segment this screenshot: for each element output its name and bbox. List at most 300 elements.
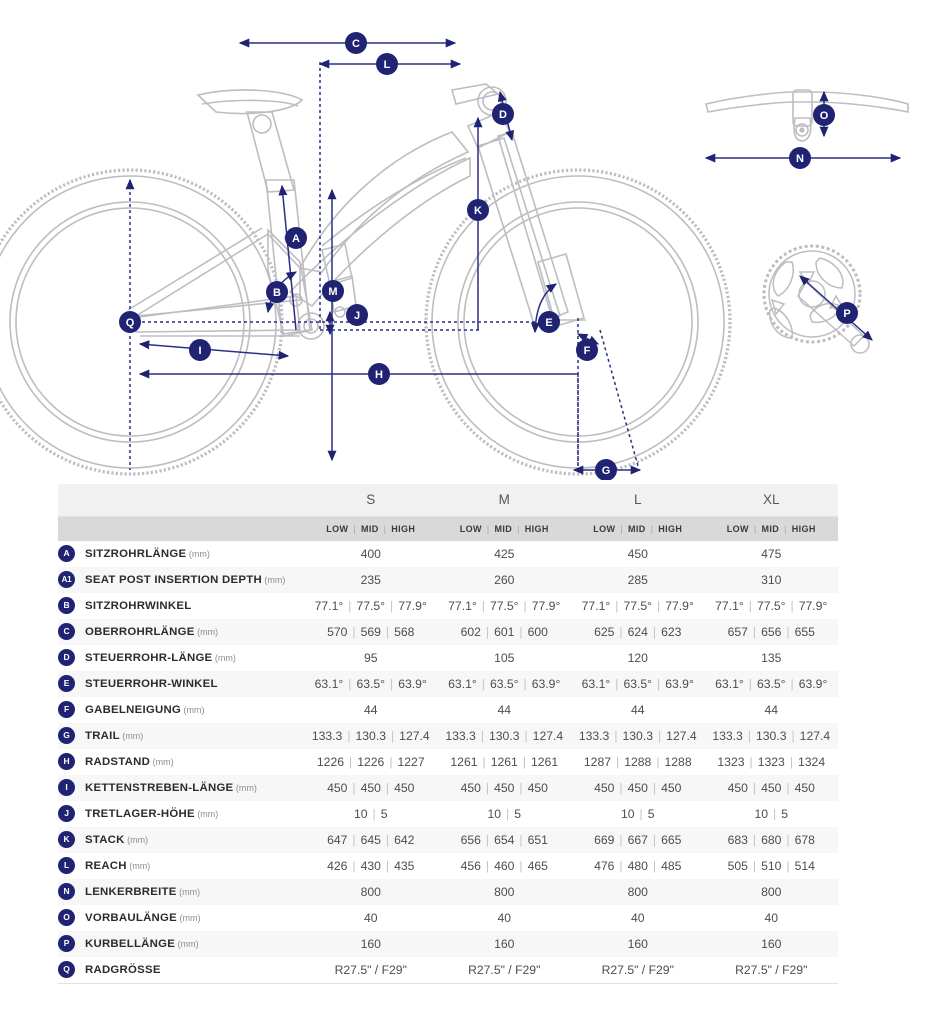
value-separator: | [348, 599, 352, 613]
callout-badge-l: L [58, 857, 75, 874]
value-cell-l [571, 619, 705, 645]
value: 63.9° [665, 677, 694, 691]
table-row [58, 775, 838, 801]
value-cell-s [304, 827, 438, 853]
value: 800 [360, 885, 381, 899]
callout-badge-g: G [58, 727, 75, 744]
value-cell-m [438, 723, 572, 749]
row-label-cell [58, 957, 304, 983]
value: 77.5° [756, 599, 786, 613]
svg-text:E: E [545, 317, 553, 329]
value-cell-l [571, 723, 705, 749]
value: 133.3 [578, 729, 610, 743]
value-separator: | [656, 755, 660, 769]
subheader-s [304, 516, 438, 541]
table-row [58, 671, 838, 697]
callout-O [813, 104, 835, 126]
value: 95 [363, 651, 378, 665]
value-separator: | [485, 859, 490, 873]
row-label-cell [58, 619, 304, 645]
value-cell-s [304, 645, 438, 671]
value: 310 [761, 573, 782, 587]
value-separator: | [349, 755, 353, 769]
callout-P [836, 302, 858, 324]
value: 105 [494, 651, 515, 665]
value: 430 [360, 859, 381, 873]
subheader-separator: | [486, 523, 490, 534]
value: 127.4 [799, 729, 831, 743]
value: 63.5° [489, 677, 519, 691]
value: R27.5" / F29" [468, 962, 541, 977]
value-separator: | [652, 625, 657, 639]
value: 1324 [797, 755, 826, 769]
value: 135 [761, 651, 782, 665]
value-separator: | [657, 599, 661, 613]
value: 44 [630, 703, 645, 717]
subheader-low: LOW [593, 523, 616, 534]
callout-D [492, 103, 514, 125]
value: 5 [781, 807, 788, 821]
value: 77.5° [623, 599, 653, 613]
value-cell-l [571, 931, 705, 957]
value-cell-s [304, 619, 438, 645]
value-separator: | [789, 755, 793, 769]
value: 476 [594, 859, 615, 873]
value: 800 [494, 885, 515, 899]
value-cell-xl [705, 879, 839, 905]
row-label-text: KETTENSTREBEN-LÄNGE (mm) [85, 781, 257, 794]
value-cell-l [571, 905, 705, 931]
value-separator: | [652, 859, 657, 873]
value-cell-s [304, 957, 438, 983]
value: 77.5° [489, 599, 519, 613]
value-cell-s [304, 931, 438, 957]
value-cell-m [438, 957, 572, 983]
value: 77.9° [798, 599, 828, 613]
value-separator: | [385, 859, 390, 873]
value: 160 [360, 937, 381, 951]
dim-line-A [282, 186, 296, 330]
value-cell-m [438, 827, 572, 853]
row-label-unit: (mm) [212, 652, 236, 663]
row-label-text: RADGRÖSSE [85, 963, 161, 976]
value-separator: | [657, 677, 661, 691]
size-header-s: S [304, 484, 438, 516]
value-cell-s [304, 749, 438, 775]
value: 514 [794, 859, 815, 873]
svg-text:O: O [819, 110, 829, 122]
value-separator: | [619, 833, 623, 847]
value-cell-xl [705, 619, 839, 645]
row-label-text: VORBAULÄNGE (mm) [85, 911, 201, 924]
row-label-unit: (mm) [150, 756, 174, 767]
value: 450 [594, 781, 615, 795]
value-separator: | [752, 625, 757, 639]
value-cell-l [571, 567, 705, 593]
table-row [58, 567, 838, 593]
svg-text:K: K [474, 205, 482, 217]
value-cell-m [438, 775, 572, 801]
subheader-low: LOW [726, 523, 749, 534]
crankset-view [764, 246, 869, 353]
svg-text:N: N [796, 153, 804, 165]
value-separator: | [619, 781, 623, 795]
callout-badge-f: F [58, 701, 75, 718]
top-tube-frame [290, 158, 470, 306]
table-row [58, 931, 838, 957]
row-label-cell [58, 567, 304, 593]
value: 77.9° [398, 599, 427, 613]
callout-badge-d: D [58, 649, 75, 666]
value-cell-xl [705, 671, 839, 697]
row-label-cell [58, 671, 304, 697]
value: 645 [360, 833, 381, 847]
value: 665 [661, 833, 682, 847]
value: 450 [761, 781, 782, 795]
value-cell-l [571, 697, 705, 723]
callout-F [576, 339, 598, 361]
geometry-table [58, 484, 838, 984]
callout-badge-q: Q [58, 961, 75, 978]
value-cell-s [304, 671, 438, 697]
value: 63.1° [581, 677, 611, 691]
value-cell-xl [705, 827, 839, 853]
table-row [58, 645, 838, 671]
callout-G [595, 459, 617, 480]
callout-J [346, 304, 368, 326]
seat-clamp [253, 115, 271, 133]
value: 63.9° [531, 677, 561, 691]
value: 669 [594, 833, 615, 847]
subheader-xl [705, 516, 839, 541]
value: 63.5° [623, 677, 653, 691]
callout-Q [119, 311, 141, 333]
value: 133.3 [445, 729, 476, 743]
value: 10 [754, 807, 769, 821]
value: 1288 [664, 755, 692, 769]
row-label-unit: (mm) [124, 834, 149, 845]
subheader-mid: MID [628, 523, 646, 534]
stem-clamp [793, 90, 812, 126]
value-cell-xl [705, 957, 839, 983]
row-label-cell [58, 541, 304, 567]
bike-geometry-diagram [0, 0, 936, 480]
value-cell-l [571, 827, 705, 853]
value: 44 [363, 703, 378, 717]
value: 77.1° [448, 599, 477, 613]
row-label-unit: (mm) [126, 860, 151, 871]
value-separator: | [485, 781, 490, 795]
value: 647 [327, 833, 348, 847]
value-separator: | [385, 625, 390, 639]
size-header-xl: XL [705, 484, 839, 516]
value: 77.1° [314, 599, 344, 613]
value: 10 [353, 807, 368, 821]
subheader-high: HIGH [391, 523, 416, 534]
value: 1288 [624, 755, 652, 769]
value-cell-l [571, 645, 705, 671]
table-row [58, 905, 838, 931]
row-label-cell [58, 931, 304, 957]
value: 656 [460, 833, 481, 847]
subheader-separator: | [517, 523, 520, 534]
table-row [58, 749, 838, 775]
subheader-low: LOW [326, 523, 349, 534]
svg-text:L: L [383, 59, 391, 71]
svg-text:H: H [375, 369, 383, 381]
seat-tube [266, 180, 310, 334]
value-cell-l [571, 879, 705, 905]
value-cell-s [304, 775, 438, 801]
svg-text:D: D [499, 109, 507, 121]
value-cell-m [438, 801, 572, 827]
value-separator: | [786, 781, 790, 795]
subheader-l [571, 516, 705, 541]
value-cell-s [304, 541, 438, 567]
value: 800 [761, 885, 782, 899]
value-cell-s [304, 697, 438, 723]
value-cell-xl [705, 645, 839, 671]
value-separator: | [390, 677, 394, 691]
value: 450 [727, 781, 748, 795]
callout-A [285, 227, 307, 249]
value-separator: | [790, 677, 794, 691]
chainring-teeth [764, 246, 860, 342]
row-label-text: RADSTAND (mm) [85, 755, 174, 768]
subheader-separator: | [620, 523, 624, 534]
value: 657 [727, 625, 748, 639]
size-header-l: L [571, 484, 705, 516]
value: 1226 [316, 755, 345, 769]
value: 5 [380, 807, 388, 821]
value: 63.5° [756, 677, 786, 691]
svg-text:F: F [583, 345, 591, 357]
value-separator: | [352, 625, 356, 639]
value-separator: | [619, 625, 623, 639]
value-separator: | [519, 625, 523, 639]
value-separator: | [519, 781, 523, 795]
value: 450 [327, 781, 348, 795]
value-separator: | [652, 833, 657, 847]
value-separator: | [385, 833, 390, 847]
value-separator: | [748, 677, 752, 691]
value-cell-xl [705, 567, 839, 593]
row-label-unit: (mm) [233, 782, 257, 793]
value: 133.3 [712, 729, 743, 743]
subheader-m [438, 516, 572, 541]
row-label-cell [58, 879, 304, 905]
callout-H [368, 363, 390, 385]
svg-text:B: B [273, 287, 281, 299]
subheader-mid: MID [494, 523, 513, 534]
value-separator: | [482, 755, 486, 769]
value: 450 [527, 781, 548, 795]
value-cell-l [571, 593, 705, 619]
value-separator: | [519, 833, 523, 847]
value: 127.4 [666, 729, 697, 743]
value: 450 [460, 781, 481, 795]
value: 77.5° [356, 599, 386, 613]
callout-badge-o: O [58, 909, 75, 926]
value-separator: | [619, 859, 623, 873]
value-separator: | [786, 859, 790, 873]
value-separator: | [480, 729, 484, 743]
row-label-cell [58, 775, 304, 801]
row-label-text: TRETLAGER-HÖHE (mm) [85, 807, 219, 820]
value: 505 [727, 859, 748, 873]
value: 450 [627, 781, 648, 795]
row-label-text: REACH (mm) [85, 859, 151, 872]
row-label-unit: (mm) [175, 938, 199, 949]
value-separator: | [786, 833, 790, 847]
value: 63.9° [798, 677, 828, 691]
value-cell-m [438, 541, 572, 567]
value: 450 [394, 781, 415, 795]
value-separator: | [791, 729, 795, 743]
row-label-text: STEUERROHR-WINKEL [85, 677, 218, 690]
callout-badge-n: N [58, 883, 75, 900]
value: 285 [627, 573, 648, 587]
callout-K [467, 199, 489, 221]
value: 435 [394, 859, 415, 873]
row-label-text: TRAIL (mm) [85, 729, 144, 742]
value: 400 [360, 547, 381, 561]
value: 10 [620, 807, 635, 821]
value-cell-m [438, 671, 572, 697]
pedal-spindle [851, 335, 869, 353]
value-cell-xl [705, 853, 839, 879]
value: 160 [627, 937, 648, 951]
row-label-unit: (mm) [261, 574, 286, 585]
value: 667 [627, 833, 648, 847]
value: 1323 [717, 755, 745, 769]
callout-badge-e: E [58, 675, 75, 692]
dim-line-I [140, 344, 288, 356]
table-row [58, 593, 838, 619]
value-cell-xl [705, 697, 839, 723]
value-separator: | [372, 807, 376, 821]
value-separator: | [614, 729, 618, 743]
table-row [58, 619, 838, 645]
row-label-text: STACK (mm) [85, 833, 149, 846]
saddle-rail [202, 100, 298, 106]
value-cell-l [571, 775, 705, 801]
value: 624 [627, 625, 648, 639]
dimension-lines [130, 43, 900, 470]
value: 602 [460, 625, 481, 639]
value-cell-m [438, 905, 572, 931]
value: 426 [327, 859, 348, 873]
value: 63.1° [715, 677, 744, 691]
row-label-text: OBERROHRLÄNGE (mm) [85, 625, 219, 638]
callout-E [538, 311, 560, 333]
value-cell-xl [705, 723, 839, 749]
value: 40 [630, 911, 645, 925]
value: 683 [727, 833, 748, 847]
value-separator: | [485, 833, 490, 847]
value-cell-l [571, 541, 705, 567]
subheader-separator: | [784, 523, 787, 534]
row-label-cell [58, 593, 304, 619]
value: 656 [761, 625, 782, 639]
svg-text:I: I [198, 345, 202, 357]
value-cell-m [438, 619, 572, 645]
callout-M [322, 280, 344, 302]
value: 569 [360, 625, 381, 639]
subheader-low: LOW [459, 523, 482, 534]
value: 44 [764, 703, 779, 717]
callout-badge-a1: A1 [58, 571, 75, 588]
value-separator: | [519, 859, 523, 873]
value-cell-l [571, 671, 705, 697]
value: 1261 [490, 755, 518, 769]
value-cell-xl [705, 801, 839, 827]
value-separator: | [616, 755, 620, 769]
row-label-cell [58, 697, 304, 723]
value: 678 [794, 833, 815, 847]
value: 40 [764, 911, 779, 925]
value: 625 [594, 625, 615, 639]
subheader-separator: | [353, 523, 357, 534]
row-label-cell [58, 905, 304, 931]
value: 601 [494, 625, 515, 639]
value-cell-s [304, 723, 438, 749]
handlebar-top-view [706, 90, 908, 141]
value: R27.5" / F29" [735, 962, 808, 977]
value-separator: | [522, 755, 526, 769]
value-cell-xl [705, 749, 839, 775]
svg-text:G: G [601, 465, 611, 477]
value: 460 [494, 859, 515, 873]
value-separator: | [481, 677, 485, 691]
row-label-cell [58, 645, 304, 671]
row-label-text: STEUERROHR-LÄNGE (mm) [85, 651, 236, 664]
value: 1261 [530, 755, 559, 769]
subheader-separator: | [650, 523, 654, 534]
value: 1227 [397, 755, 425, 769]
callout-L [376, 53, 398, 75]
value: 127.4 [532, 729, 564, 743]
value: 5 [514, 807, 521, 821]
callout-badge-a: A [58, 545, 75, 562]
subheader-mid: MID [761, 523, 780, 534]
value: 77.1° [715, 599, 744, 613]
bike-outline [0, 84, 730, 474]
table-row [58, 957, 838, 983]
value-separator: | [391, 729, 395, 743]
value: 570 [327, 625, 348, 639]
table-row [58, 853, 838, 879]
value-cell-s [304, 593, 438, 619]
value: 63.5° [356, 677, 386, 691]
value-separator: | [752, 859, 757, 873]
value: 450 [627, 547, 648, 561]
value-cell-l [571, 749, 705, 775]
value: 77.1° [581, 599, 611, 613]
value-separator: | [347, 729, 351, 743]
value: 133.3 [311, 729, 343, 743]
header-spacer [58, 484, 304, 516]
subheader-spacer [58, 516, 304, 541]
value: 1323 [757, 755, 785, 769]
value-cell-s [304, 853, 438, 879]
row-label-unit: (mm) [194, 626, 219, 637]
value: 450 [661, 781, 682, 795]
row-label-text: SITZROHRWINKEL [85, 599, 192, 612]
value-cell-xl [705, 775, 839, 801]
value: 120 [627, 651, 648, 665]
value-cell-m [438, 931, 572, 957]
